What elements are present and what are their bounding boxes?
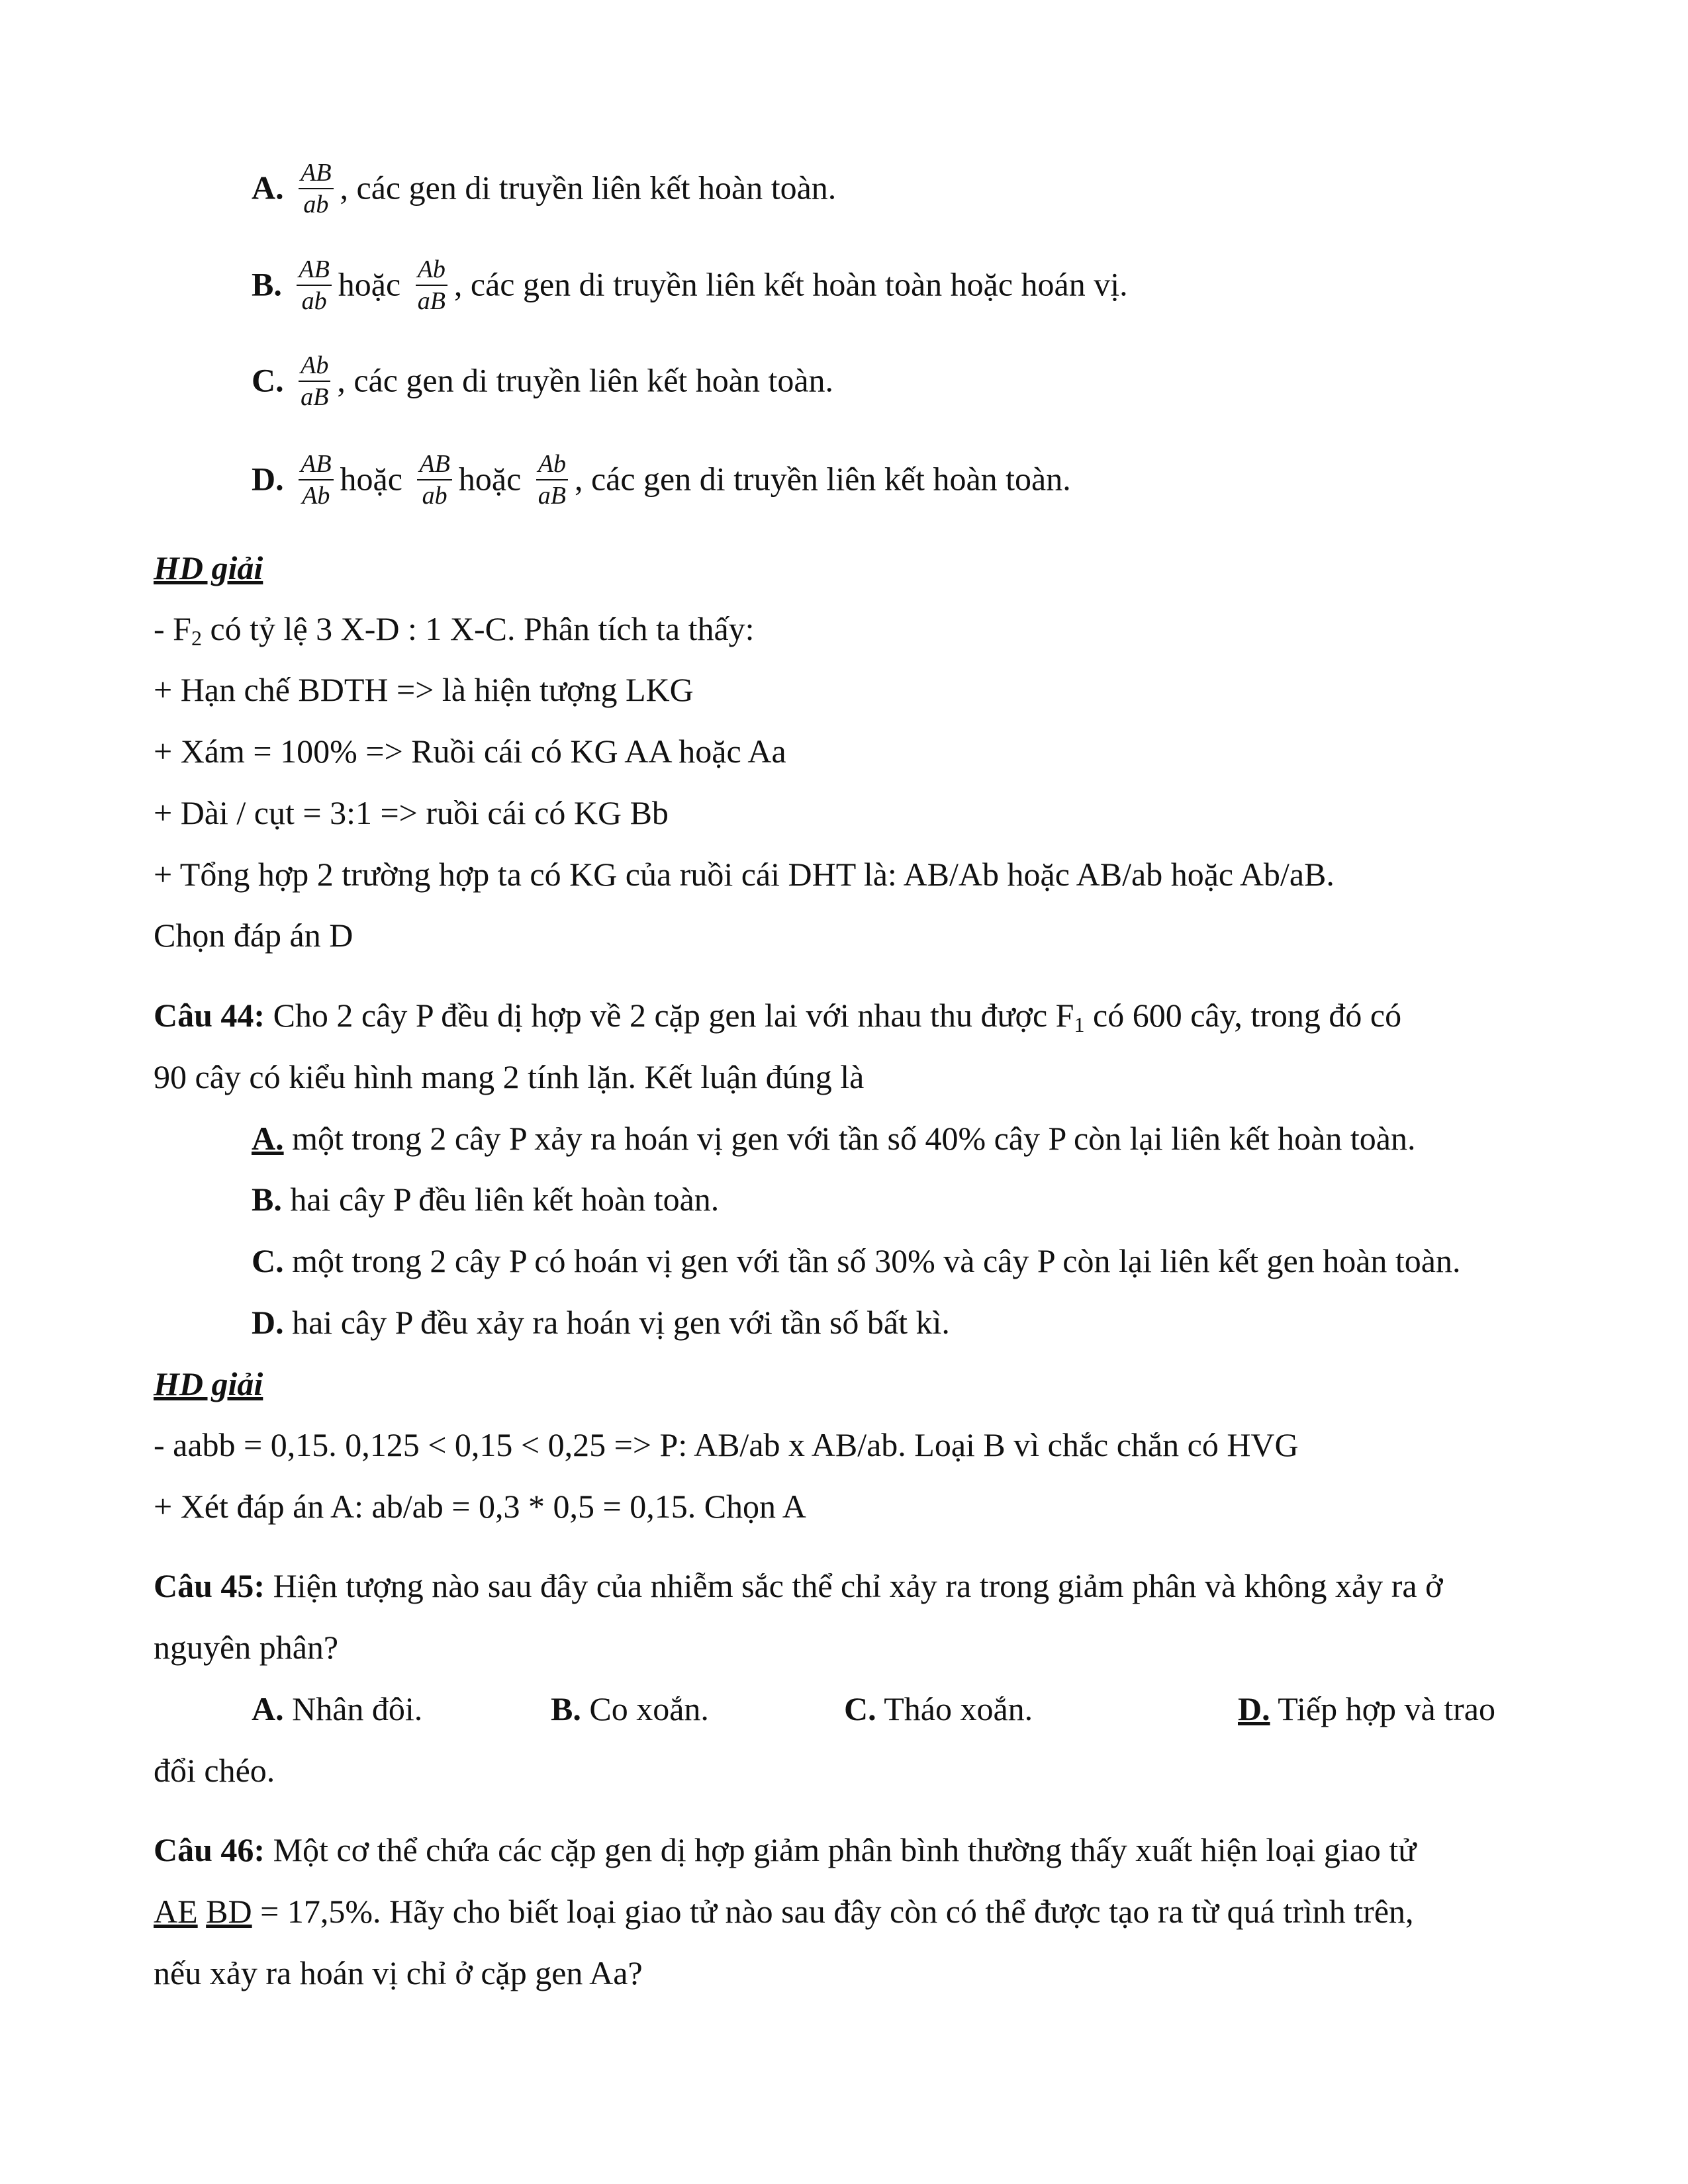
- solution-heading: HD giải: [154, 1365, 263, 1402]
- solution-answer: Chọn đáp án D: [154, 917, 353, 954]
- option-label: B.: [252, 265, 282, 303]
- question-label: Câu 45:: [154, 1567, 265, 1604]
- genotype-fraction: $\frac{AB}{Ab}$: [299, 449, 333, 511]
- q45-option-d: D. Tiếp hợp và trao: [1238, 1690, 1495, 1727]
- option-label: C.: [252, 361, 284, 399]
- question-44-line2: 90 cây có kiểu hình mang 2 tính lặn. Kết luận đúng là: [154, 1058, 865, 1095]
- question-45-line2: nguyên phân?: [154, 1629, 339, 1666]
- solution-line: + Xám = 100% => Ruồi cái có KG AA hoặc Aa: [154, 733, 786, 770]
- genotype-fraction: $\frac{AB}{ab}$: [417, 449, 451, 511]
- genotype-fraction: $\frac{AB}{ab}$: [297, 254, 331, 316]
- solution-line: + Tổng hợp 2 trường hợp ta có KG của ruồi cái DHT là: AB/Ab hoặc AB/ab hoặc Ab/aB.: [154, 856, 1335, 893]
- q43-option-a: [252, 160, 836, 222]
- q44-option-a: A. một trong 2 cây P xảy ra hoán vị gen với tần số 40% cây P còn lại liên kết hoàn toàn.: [252, 1120, 1416, 1157]
- option-label: C.: [252, 1242, 284, 1279]
- question-45-line1: Câu 45: Hiện tượng nào sau đây của nhiễm sắc thể chỉ xảy ra trong giảm phân và không xảy ra ở: [154, 1567, 1443, 1604]
- solution-line: + Dài / cụt = 3:1 => ruồi cái có KG Bb: [154, 794, 669, 831]
- question-46-line1: Câu 46: Một cơ thể chứa các cặp gen dị hợp giảm phân bình thường thấy xuất hiện loại giao tử: [154, 1831, 1417, 1868]
- option-text: , các gen di truyền liên kết hoàn toàn hoặc hoán vị.: [453, 265, 1128, 303]
- q44-option-c: C. một trong 2 cây P có hoán vị gen với tần số 30% và cây P còn lại liên kết gen hoàn toàn.: [252, 1242, 1461, 1279]
- q43-option-c: [252, 353, 833, 415]
- solution-line: - aabb = 0,15. 0,125 < 0,15 < 0,25 => P: AB/ab x AB/ab. Loại B vì chắc chắn có HVG: [154, 1426, 1299, 1463]
- genotype-fraction: $\frac{Ab}{aB}$: [299, 350, 330, 412]
- question-45-line4: đổi chéo.: [154, 1752, 275, 1789]
- question-label: Câu 44:: [154, 997, 265, 1034]
- conjunction: hoặc: [458, 460, 522, 498]
- option-label-correct: A.: [252, 1120, 284, 1157]
- solution-line: + Hạn chế BDTH => là hiện tượng LKG: [154, 671, 694, 708]
- q44-option-d: D. hai cây P đều xảy ra hoán vị gen với tần số bất kì.: [252, 1304, 950, 1341]
- q45-options-row: [0, 1689, 1688, 1729]
- q43-option-b: [252, 257, 1128, 319]
- option-label: B.: [252, 1181, 282, 1218]
- q44-option-b: B. hai cây P đều liên kết hoàn toàn.: [252, 1181, 720, 1218]
- question-label: Câu 46:: [154, 1831, 265, 1868]
- conjunction: hoặc: [338, 265, 401, 303]
- q43-option-d: [252, 451, 1071, 514]
- question-46-line2: AE BD = 17,5%. Hãy cho biết loại giao tử nào sau đây còn có thể được tạo ra từ quá trình trên,: [154, 1893, 1414, 1930]
- question-46-line3: nếu xảy ra hoán vị chỉ ở cặp gen Aa?: [154, 1954, 643, 1991]
- genotype-fraction: $\frac{Ab}{aB}$: [536, 449, 568, 511]
- option-label-correct: D.: [1238, 1690, 1270, 1727]
- solution-line: + Xét đáp án A: ab/ab = 0,3 * 0,5 = 0,15. Chọn A: [154, 1488, 806, 1525]
- conjunction: hoặc: [340, 460, 402, 498]
- option-text: , các gen di truyền liên kết hoàn toàn.: [340, 169, 837, 206]
- option-label: A.: [252, 169, 284, 206]
- solution-line: - $F_2$ có tỷ lệ 3 X-D : 1 X-C. Phân tích ta thấy:: [154, 610, 755, 650]
- genotype-fraction: $\frac{Ab}{aB}$: [416, 254, 447, 316]
- q45-option-a: A. Nhân đôi.: [252, 1690, 423, 1727]
- option-text: , các gen di truyền liên kết hoàn toàn.: [337, 361, 834, 399]
- option-label: D.: [252, 1304, 284, 1341]
- option-label: D.: [252, 460, 284, 498]
- q45-option-b: B. Co xoắn.: [551, 1690, 709, 1727]
- q45-option-c: C. Tháo xoắn.: [844, 1690, 1033, 1727]
- option-text: , các gen di truyền liên kết hoàn toàn.: [574, 460, 1071, 498]
- question-44-line1: Câu 44: Cho 2 cây P đều dị hợp về 2 cặp gen lai với nhau thu được $F_1$ có 600 cây, trong đó có: [154, 997, 1402, 1036]
- genotype-fraction: $\frac{AB}{ab}$: [299, 158, 333, 220]
- solution-heading: HD giải: [154, 549, 263, 586]
